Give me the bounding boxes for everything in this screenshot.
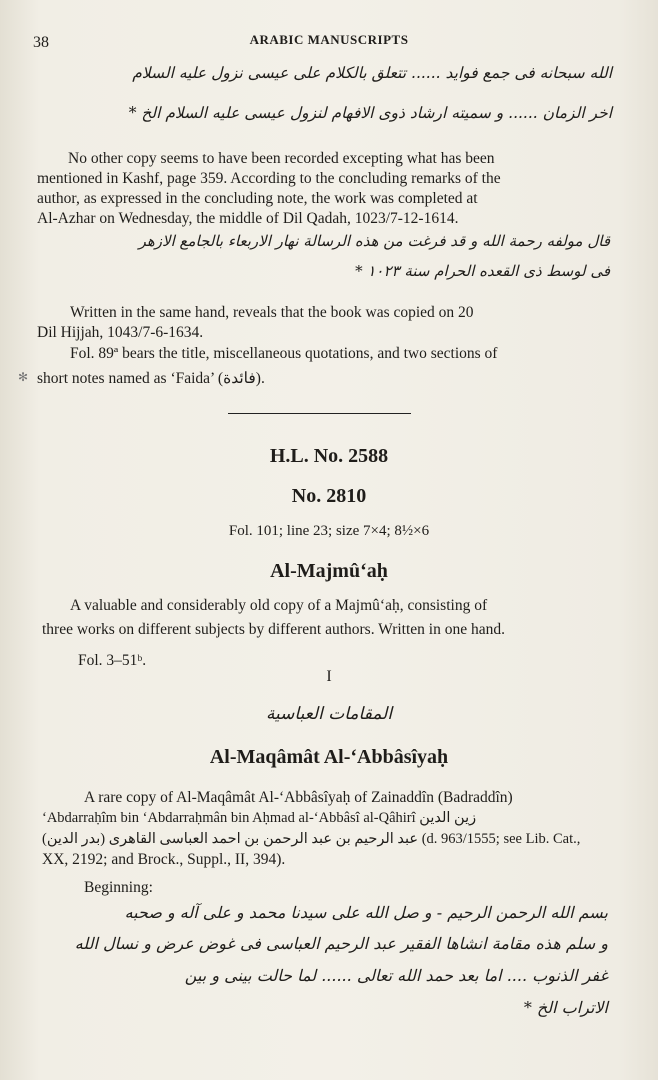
- paragraph-line: Al-Azhar on Wednesday, the middle of Dil Qadah, 1023/7-12-1614.: [37, 210, 459, 227]
- section-divider: [228, 413, 411, 414]
- arabic-line: الله سبحانه فى جمع فوايد ...... تتعلق بالكلام على عيسى نزول عليه السلام: [132, 64, 612, 82]
- beginning-label: Beginning:: [84, 879, 153, 896]
- description-line: A valuable and considerably old copy of a Majmû‘aḥ, consisting of: [70, 597, 488, 614]
- arabic-work-title: المقامات العباسية: [265, 704, 393, 724]
- paragraph-line: Written in the same hand, reveals that the book was copied on 20: [70, 304, 474, 321]
- running-head: ARABIC MANUSCRIPTS: [249, 32, 409, 47]
- paper-mark: ✻: [18, 370, 29, 384]
- work-description-line: XX, 2192; and Brock., Suppl., II, 394).: [42, 851, 286, 868]
- arabic-line: فى لوسط ذى القعده الحرام سنة ١٠٢٣ *: [355, 262, 610, 280]
- arabic-line: و سلم هذه مقامة انشاها الفقير عبد الرحيم العباسى فى غوض عرض و نسال الله: [74, 934, 608, 953]
- work-description-line: ‘Abdarraḥîm bin ‘Abdarraḥmân bin Aḥmad al-‘Abbâsî al-Qâhirî زين الدين: [42, 810, 477, 826]
- paragraph-line: Dil Hijjah, 1043/7-6-1634.: [37, 324, 204, 341]
- folio-info: Fol. 101; line 23; size 7×4; 8½×6: [228, 523, 430, 539]
- paragraph-line: author, as expressed in the concluding note, the work was completed at: [37, 190, 478, 207]
- paragraph-line: No other copy seems to have been recorded excepting what has been: [68, 150, 495, 167]
- paragraph-line: mentioned in Kashf, page 359. According to the concluding remarks of the: [37, 170, 501, 187]
- work-description-line: (بدر الدين) عبد الرحيم بن عبد الرحمن بن احمد العباسى القاهرى (d. 963/1555; see Lib. Cat.,: [42, 831, 581, 847]
- work-description-line: A rare copy of Al-Maqâmât Al-‘Abbâsîyaḥ of Zainaddîn (Badraddîn): [84, 789, 513, 806]
- work-title: Al-Majmû‘aḥ: [270, 560, 388, 582]
- arabic-line: بسم الله الرحمن الرحيم - و صل الله على سيدنا محمد و على آله و صحبه: [124, 903, 608, 922]
- arabic-line: غفر الذنوب .... اما بعد حمد الله تعالى ...... لما حالت بينى و بين: [184, 966, 608, 985]
- description-line: three works on different subjects by different authors. Written in one hand.: [42, 621, 505, 638]
- arabic-line: اخر الزمان ...... و سميته ارشاد ذوى الافهام لنزول عيسى عليه السلام الخ *: [128, 104, 612, 122]
- arabic-line: قال مولفه رحمة الله و قد فرغت من هذه الرسالة نهار الاربعاء بالجامع الازهر: [138, 232, 610, 250]
- hl-number: H.L. No. 2588: [269, 445, 389, 467]
- manuscript-number: No. 2810: [291, 485, 367, 507]
- paragraph-line: short notes named as ‘Faida’ (فائدة).: [37, 370, 265, 387]
- paragraph-line: Fol. 89ª bears the title, miscellaneous quotations, and two sections of: [70, 345, 498, 362]
- page-number: 38: [33, 34, 49, 51]
- arabic-line: الاتراب الخ *: [523, 998, 608, 1017]
- folio-range: Fol. 3–51ᵇ.: [78, 652, 147, 669]
- sub-work-title: Al-Maqâmât Al-‘Abbâsîyaḥ: [209, 746, 449, 768]
- part-numeral: I: [326, 668, 332, 685]
